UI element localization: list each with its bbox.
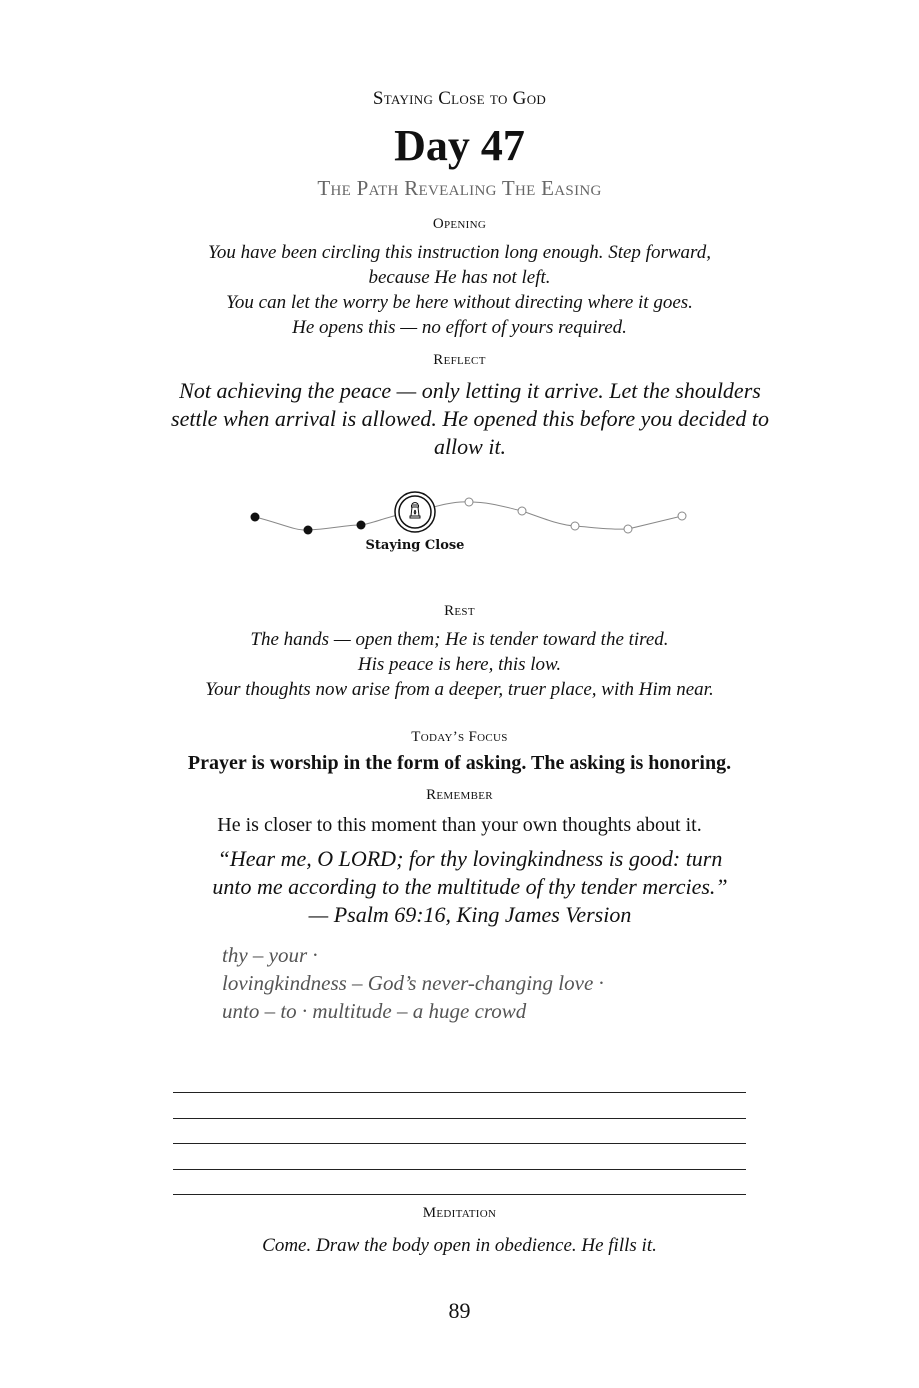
reflect-label: Reflect <box>433 352 486 368</box>
rest-label: Rest <box>444 603 475 619</box>
glossary-line: thy – your · <box>222 943 318 967</box>
journey-step-upcoming <box>624 525 632 533</box>
rest-line: His peace is here, this low. <box>357 654 562 675</box>
glossary-line: unto – to · multitude – a huge crowd <box>222 999 527 1023</box>
remember-text: He is closer to this moment than your own thoughts about it. <box>217 814 702 836</box>
opening-line: He opens this — no effort of yours required. <box>292 317 627 338</box>
rest-text <box>0 627 919 702</box>
journal-lines[interactable] <box>173 1092 746 1220</box>
rest-line: Your thoughts now arise from a deeper, truer place, with Him near. <box>205 679 714 700</box>
meditation-text: Come. Draw the body open in obedience. He fills it. <box>262 1235 657 1256</box>
meditation-label: Meditation <box>422 1205 497 1221</box>
journey-step-upcoming <box>678 512 686 520</box>
series-title: Staying Close to God <box>372 88 547 109</box>
opening-line: You have been circling this instruction long enough. Step forward, <box>208 242 711 263</box>
journey-step-current <box>395 492 435 532</box>
opening-label: Opening <box>432 216 487 232</box>
rest-line: The hands — open them; He is tender toward the tired. <box>250 629 669 650</box>
journal-line[interactable] <box>173 1143 746 1144</box>
journey-step-done <box>357 521 366 530</box>
glossary-line: lovingkindness – God’s never-changing love · <box>222 971 604 995</box>
verse-glossary <box>222 941 742 1025</box>
focus-text: Prayer is worship in the form of asking. The asking is honoring. <box>187 752 732 774</box>
opening-line: You can let the worry be here without directing where it goes. <box>226 292 693 313</box>
focus-label: Today’s Focus <box>411 729 508 745</box>
lantern-icon <box>410 503 420 519</box>
journal-line[interactable] <box>173 1169 746 1170</box>
journey-step-upcoming <box>518 507 526 515</box>
journey-step-upcoming <box>571 522 579 530</box>
day-subtitle: The Path Revealing The Easing <box>317 176 602 200</box>
journey-step-done <box>304 526 313 535</box>
journey-progress-path <box>240 485 700 560</box>
journey-step-upcoming <box>465 498 473 506</box>
reflect-text: Not achieving the peace — only letting it arrive. Let the shoulders settle when arrival is allowed. He opened this before you decided to allow it. <box>171 378 769 459</box>
scripture-verse: “Hear me, O LORD; for thy lovingkindness is good: turn unto me according to the multitude of thy tender mercies.” — Psalm 69:16, King James Version <box>212 846 728 927</box>
remember-label: Remember <box>426 787 493 803</box>
page-number: 89 <box>448 1298 471 1323</box>
journal-line[interactable] <box>173 1194 746 1195</box>
journey-current-label: Staying Close <box>365 538 465 553</box>
journal-line[interactable] <box>173 1092 746 1093</box>
journal-line[interactable] <box>173 1118 746 1119</box>
opening-text <box>0 240 919 340</box>
opening-line: because He has not left. <box>368 267 551 288</box>
day-heading: Day 47 <box>394 121 525 170</box>
journey-step-done <box>251 513 260 522</box>
